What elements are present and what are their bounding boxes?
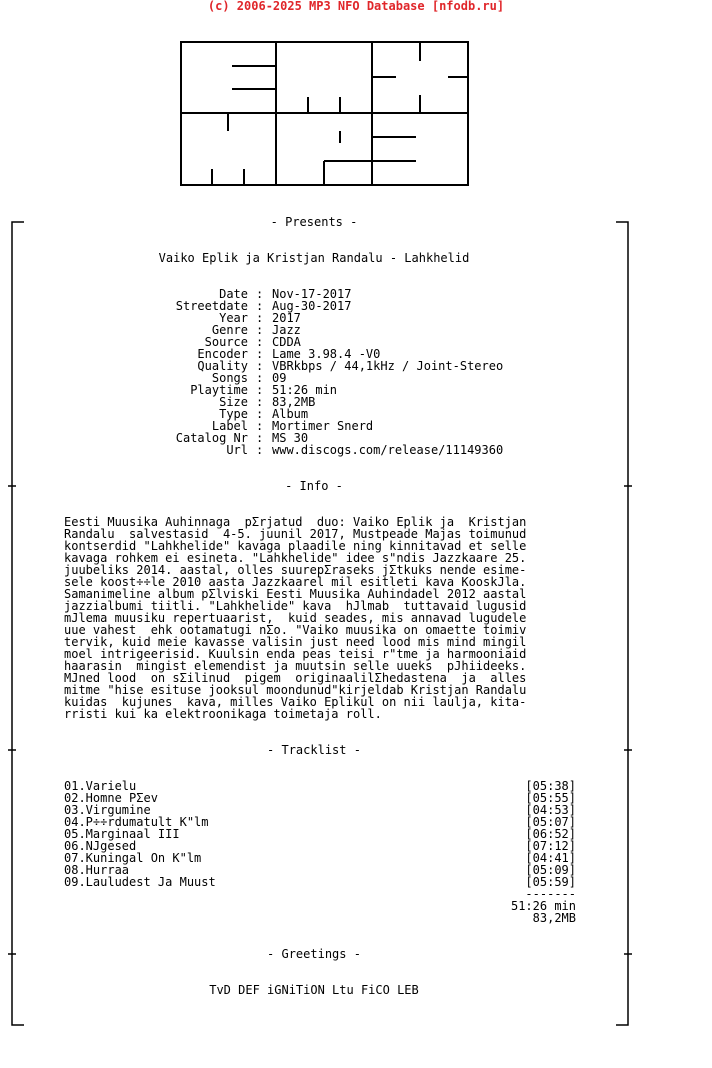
detail-separator: : — [256, 383, 264, 397]
info-line: Randalu salvestasid 4-5. juunil 2017, Mustpeade Majas toimunud — [64, 527, 527, 541]
detail-label: Source — [204, 335, 248, 349]
detail-separator: : — [256, 407, 264, 421]
detail-value: 83,2MB — [272, 395, 316, 409]
detail-value: Nov-17-2017 — [272, 287, 352, 301]
detail-separator: : — [256, 311, 264, 325]
detail-separator: : — [256, 443, 264, 457]
greetings-header: - Greetings - — [267, 947, 361, 961]
detail-value: 09 — [272, 371, 287, 385]
track-duration: [04:53] — [525, 803, 576, 817]
detail-value: 2017 — [272, 311, 301, 325]
info-line: mitme "hise esituse jooksul moondunud"kirjeldab Kristjan Randalu — [64, 683, 527, 697]
detail-value: Jazz — [272, 323, 301, 337]
info-line: haarasin mingist elemendist ja muutsin selle uueks pJhiideeks. — [64, 659, 527, 673]
detail-label: Catalog Nr — [175, 431, 248, 445]
info-line: kavaga rohkem ei esineta. "Lahkhelide" idee s"ndis Jazzkaare 25. — [64, 551, 527, 565]
track-duration: [05:55] — [525, 791, 576, 805]
release-title: Vaiko Eplik ja Kristjan Randalu - Lahkhelid — [158, 251, 470, 265]
detail-separator: : — [256, 395, 264, 409]
detail-value: Lame 3.98.4 -V0 — [272, 347, 381, 361]
info-line: sele koost÷÷le 2010 aasta Jazzkaarel mil esitleti kava KooskJla. — [64, 575, 527, 589]
info-line: kuidas kujunes kava, milles Vaiko Eplikul on nii laulja, kita- — [64, 695, 527, 709]
detail-value[interactable]: www.discogs.com/release/11149360 — [272, 443, 504, 457]
track-title: 03.Virgumine — [64, 803, 151, 817]
total-separator: ------- — [525, 887, 576, 901]
detail-separator: : — [256, 359, 264, 373]
greetings-text: TvD DEF iGNiTiON Ltu FiCO LEB — [209, 983, 419, 997]
detail-separator: : — [256, 419, 264, 433]
info-line: rristi kui ka elektroonikaga toimetaja roll. — [64, 707, 382, 721]
detail-label: Label — [211, 419, 248, 433]
info-line: tervik, kuid meie kavasse valisin just need lood mis mind mingil — [64, 635, 527, 649]
track-duration: [04:41] — [525, 851, 576, 865]
info-line: juubeliks 2014. aastal, olles suurepΣraseks jΣtkuks nende esime- — [64, 563, 527, 577]
presents-header: - Presents - — [270, 215, 358, 229]
total-size: 83,2MB — [532, 911, 576, 925]
detail-label: Quality — [197, 359, 248, 373]
detail-label: Size — [219, 395, 248, 409]
track-duration: [06:52] — [525, 827, 576, 841]
info-line: MJned lood on sΣilinud pigem originaalilΣhedastena ja alles — [64, 671, 527, 685]
track-title: 09.Lauludest Ja Muust — [64, 875, 216, 889]
detail-label: Songs — [211, 371, 248, 385]
detail-value: Aug-30-2017 — [272, 299, 352, 313]
track-title: 08.Hurraa — [64, 863, 130, 877]
info-line: uue vahest ehk ootamatugi nΣo. "Vaiko muusika on omaette toimiv — [64, 623, 527, 637]
info-line: Eesti Muusika Auhinnaga pΣrjatud duo: Vaiko Eplik ja Kristjan — [64, 515, 527, 529]
track-duration: [05:59] — [525, 875, 576, 889]
detail-separator: : — [256, 323, 264, 337]
detail-label: Url — [226, 443, 248, 457]
detail-separator: : — [256, 347, 264, 361]
total-playtime: 51:26 min — [510, 899, 576, 913]
info-line: mJlema muusiku repertuaarist, kuid seades, mis annavad lugudele — [64, 611, 527, 625]
detail-label: Date — [219, 287, 248, 301]
track-duration: [05:09] — [525, 863, 576, 877]
track-title: 05.Marginaal III — [64, 827, 180, 841]
detail-separator: : — [256, 335, 264, 349]
track-title: 04.P÷÷rdumatult K"lm — [64, 815, 209, 829]
tracklist-header: - Tracklist - — [267, 743, 361, 757]
track-title: 06.NJgesed — [64, 839, 137, 853]
track-title: 07.Kuningal On K"lm — [64, 851, 202, 865]
track-duration: [07:12] — [525, 839, 576, 853]
detail-value: CDDA — [272, 335, 301, 349]
detail-label: Encoder — [197, 347, 248, 361]
info-line: jazzialbumi tiitli. "Lahkhelide" kava hJlmab tuttavaid lugusid — [64, 599, 527, 613]
track-duration: [05:38] — [525, 779, 576, 793]
info-line: kontserdid "Lahkhelide" kavaga plaadile ning kinnitavad et selle — [64, 539, 527, 553]
info-line: Samanimeline album pΣlviski Eesti Muusika Auhindadel 2012 aastal — [64, 587, 527, 601]
detail-value: 51:26 min — [272, 383, 338, 397]
info-line: moel intrigeerisid. Kuulsin enda peas teisi r"tme ja harmooniaid — [64, 647, 527, 661]
info-header: - Info - — [285, 479, 343, 493]
detail-separator: : — [256, 299, 264, 313]
site-banner: (c) 2006-2025 MP3 NFO Database [nfodb.ru] — [207, 0, 505, 13]
detail-value: Album — [272, 407, 309, 421]
detail-separator: : — [256, 287, 264, 301]
detail-label: Genre — [211, 323, 248, 337]
detail-value: Mortimer Snerd — [272, 419, 374, 433]
detail-separator: : — [256, 431, 264, 445]
detail-label: Type — [219, 407, 248, 421]
track-title: 01.Varielu — [64, 779, 137, 793]
detail-label: Playtime — [190, 383, 248, 397]
detail-value: VBRkbps / 44,1kHz / Joint-Stereo — [272, 359, 504, 373]
detail-separator: : — [256, 371, 264, 385]
track-duration: [05:07] — [525, 815, 576, 829]
track-title: 02.Homne PΣev — [64, 791, 158, 805]
detail-label: Year — [219, 311, 248, 325]
detail-value: MS 30 — [272, 431, 309, 445]
detail-label: Streetdate — [175, 299, 248, 313]
